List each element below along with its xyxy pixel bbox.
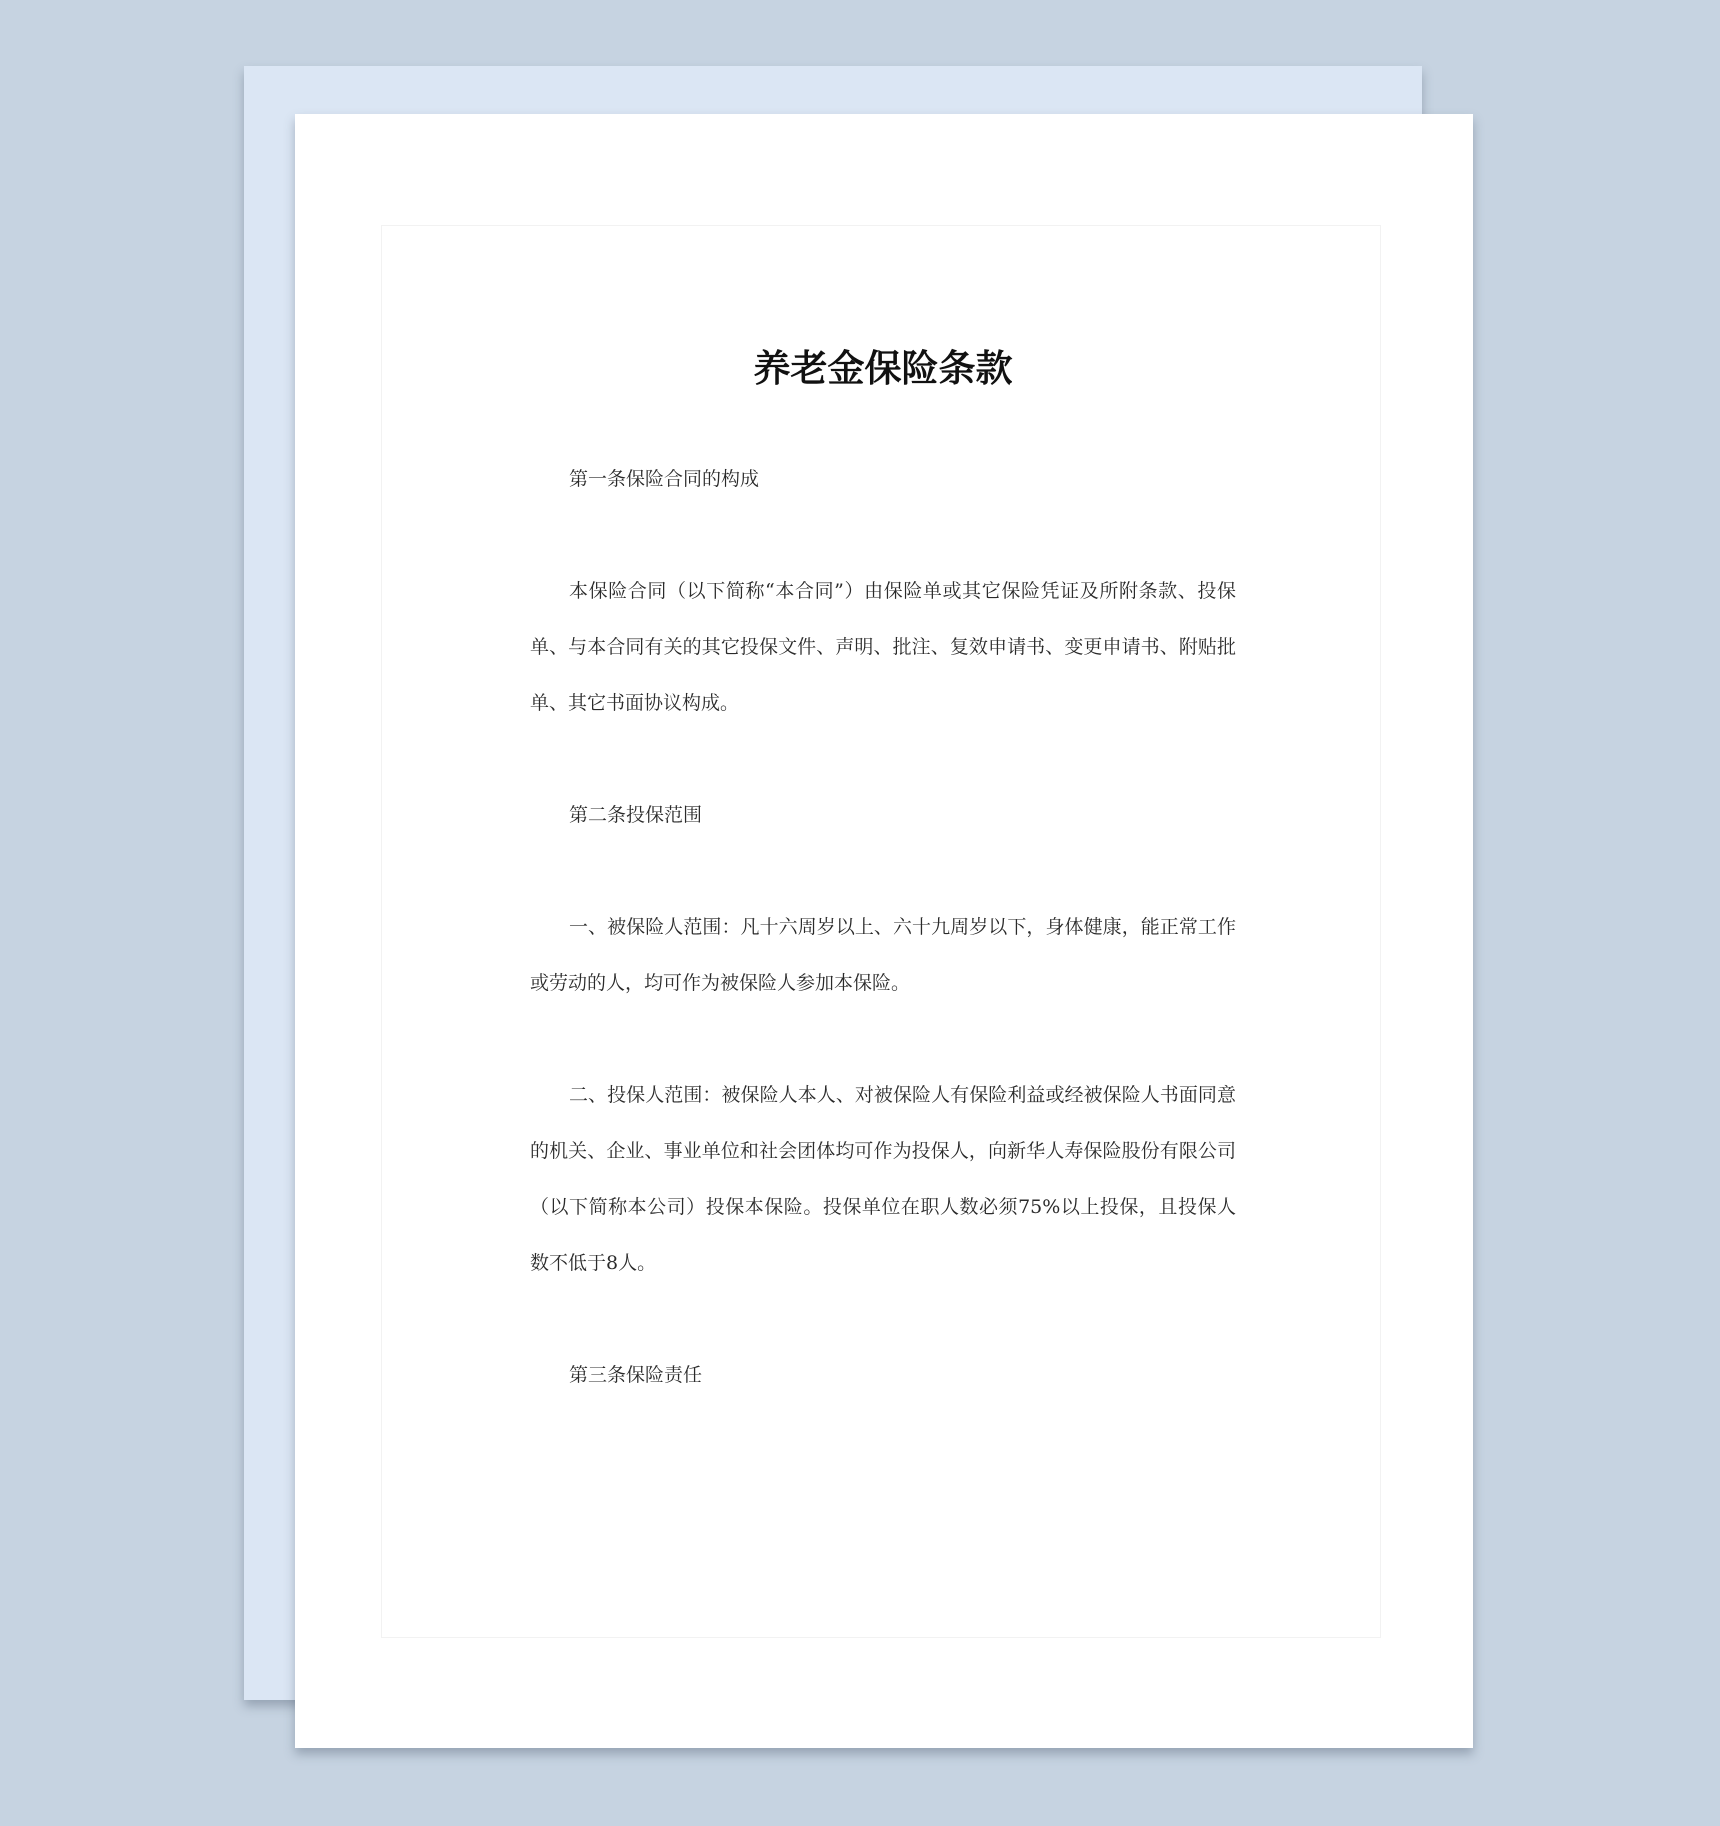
document-page bbox=[295, 114, 1473, 1748]
policyholder-scope-paragraph: 二、投保人范围：被保险人本人、对被保险人有保险利益或经被保险人书面同意的机关、企业、事业单位和社会团体均可作为投保人，向新华人寿保险股份有限公司（以下简称本公司）投保本保险。投保单位在职人数必须75%以上投保，且投保人数不低于8人。 bbox=[530, 1084, 1236, 1274]
article-1-body: 本保险合同（以下简称“本合同”）由保险单或其它保险凭证及所附条款、投保单、与本合同有关的其它投保文件、声明、批注、复效申请书、变更申请书、附贴批单、其它书面协议构成。 bbox=[530, 580, 1236, 714]
insured-scope-paragraph: 一、被保险人范围：凡十六周岁以上、六十九周岁以下，身体健康，能正常工作或劳动的人，均可作为被保险人参加本保险。 bbox=[530, 916, 1236, 994]
article-2-heading: 第二条投保范围 bbox=[569, 804, 703, 826]
article-1-heading: 第一条保险合同的构成 bbox=[569, 468, 760, 490]
article-3-heading: 第三条保险责任 bbox=[569, 1364, 703, 1386]
page-content bbox=[530, 345, 1236, 1459]
document-title: 养老金保险条款 bbox=[753, 347, 1013, 390]
